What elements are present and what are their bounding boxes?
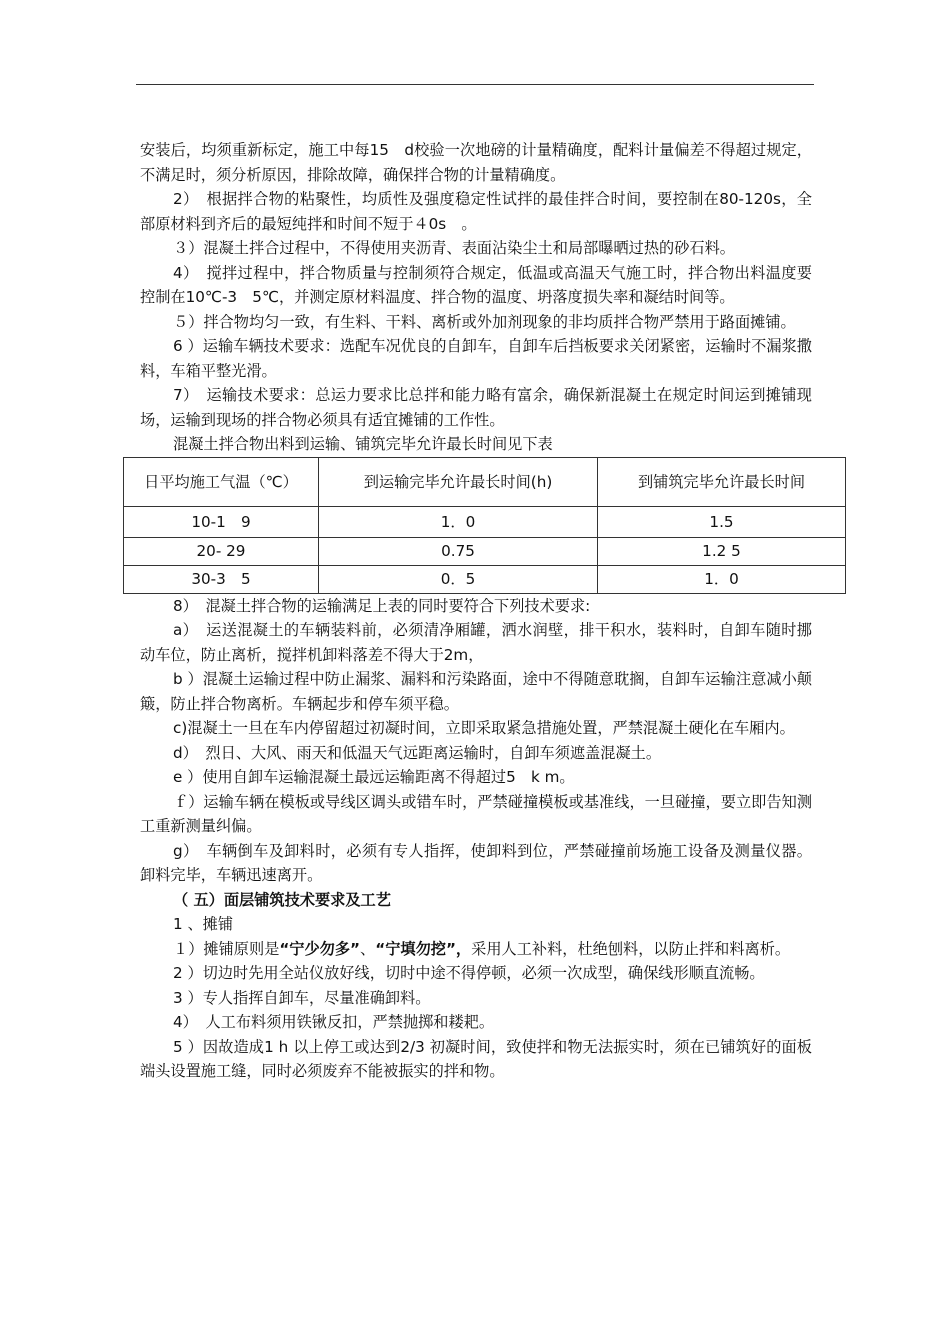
- section-heading: （ 五）面层铺筑技术要求及工艺: [173, 890, 391, 909]
- table-cell: 1．0: [319, 506, 598, 537]
- table-cell: 30-3 5: [124, 565, 319, 593]
- paving-1-prefix: １）摊铺原则是: [173, 939, 280, 958]
- table-row: [124, 537, 846, 565]
- table-caption: 混凝土拌合物出料到运输、铺筑完毕允许最长时间见下表: [173, 435, 553, 453]
- paragraph-continuation: 安装后，均须重新标定，施工中每15 d校验一次地磅的计量精确度，配料计量偏差不得超过规定，不满足时，须分析原因，排除故障，确保拌合物的计量精确度。: [140, 141, 812, 184]
- paragraph-paving-1: [140, 937, 812, 962]
- paragraph-item-g: g） 车辆倒车及卸料时，必须有专人指挥，使卸料到位，严禁碰撞前场施工设备及测量仪器。卸料完毕，车辆迅速离开。: [140, 841, 812, 884]
- sub-heading: 1 、摊铺: [173, 915, 234, 933]
- table-row: [124, 506, 846, 537]
- table-header-cell: 到铺筑完毕允许最长时间: [598, 457, 846, 506]
- paragraph-item-8: 8） 混凝土拌合物的运输满足上表的同时要符合下列技术要求:: [173, 596, 591, 615]
- paragraph-item-4: 4） 搅拌过程中，拌合物质量与控制须符合规定，低温或高温天气施工时，拌合物出料温度要控制在10℃-3 5℃，并测定原材料温度、拌合物的温度、坍落度损失率和凝结时间等。: [140, 263, 812, 306]
- paragraph-item-5: ５）拌合物均匀一致，有生料、干料、离析或外加剂现象的非均质拌合物严禁用于路面摊铺。: [173, 312, 796, 331]
- paragraph-paving-3: 3 ）专人指挥自卸车，尽量准确卸料。: [173, 988, 431, 1007]
- paving-principle-quote-2: “宁填勿挖”，: [375, 939, 472, 958]
- table-cell: 1.5: [598, 506, 846, 537]
- table-header-cell: 到运输完毕允许最长时间(h): [319, 457, 598, 506]
- table-cell: 1.2 5: [598, 537, 846, 565]
- paving-principle-quote-1: “宁少勿多”: [279, 939, 361, 958]
- header-rule: [136, 84, 814, 85]
- paving-1-separator: 、: [360, 939, 376, 958]
- time-limit-table: [123, 457, 846, 594]
- paragraph-item-d: d） 烈日、大风、雨天和低温天气远距离运输时，自卸车须遮盖混凝土。: [173, 743, 662, 762]
- paragraph-paving-4: 4） 人工布料须用铁锹反扣，严禁抛掷和耧耙。: [173, 1013, 495, 1031]
- table-cell: 1．0: [598, 565, 846, 593]
- paragraph-item-a: a） 运送混凝土的车辆装料前，必须清净厢罐，洒水润壁，排干积水，装料时，自卸车随时挪动车位，防止离析，搅拌机卸料落差不得大于2m，: [140, 621, 812, 664]
- table-header-cell: 日平均施工气温（℃）: [124, 457, 319, 506]
- table-header-row: [124, 457, 846, 506]
- table-cell: 10-1 9: [124, 506, 319, 537]
- paragraph-item-3: ３）混凝土拌合过程中，不得使用夹沥青、表面沾染尘土和局部曝晒过热的砂石料。: [173, 239, 735, 257]
- paving-1-suffix: 采用人工补料，杜绝刨料，以防止拌和料离析。: [471, 939, 791, 958]
- paragraph-item-e: e ）使用自卸车运输混凝土最远运输距离不得超过5 k m。: [173, 768, 575, 786]
- paragraph-item-f: ｆ）运输车辆在模板或导线区调头或错车时，严禁碰撞模板或基准线，一旦碰撞，要立即告知测工重新测量纠偏。: [140, 792, 812, 835]
- paragraph-item-6: 6 ）运输车辆技术要求：选配车况优良的自卸车，自卸车后挡板要求关闭紧密，运输时不漏浆撒料，车箱平整光滑。: [140, 337, 812, 380]
- document-body: [140, 138, 812, 1084]
- paragraph-item-c: c)混凝土一旦在车内停留超过初凝时间，立即采取紧急措施处置，严禁混凝土硬化在车厢内。: [173, 719, 795, 737]
- table-cell: 0．5: [319, 565, 598, 593]
- paragraph-paving-2: 2 ）切边时先用全站仪放好线，切时中途不得停顿，必须一次成型，确保线形顺直流畅。: [173, 964, 765, 982]
- paragraph-paving-5: 5 ）因故造成1 h 以上停工或达到2/3 初凝时间，致使拌和物无法振实时，须在已铺筑好的面板端头设置施工缝，同时必须废弃不能被振实的拌和物。: [140, 1037, 812, 1080]
- table-cell: 0.75: [319, 537, 598, 565]
- paragraph-item-2: 2） 根据拌合物的粘聚性，均质性及强度稳定性试拌的最佳拌合时间，要控制在80-120s，全部原材料到齐后的最短纯拌和时间不短于４0s 。: [140, 190, 812, 233]
- paragraph-item-b: b ）混凝土运输过程中防止漏浆、漏料和污染路面，途中不得随意耽搁，自卸车运输注意减小颠簸，防止拌合物离析。车辆起步和停车须平稳。: [140, 670, 812, 713]
- paragraph-item-7: 7） 运输技术要求：总运力要求比总拌和能力略有富余，确保新混凝土在规定时间运到摊铺现场，运输到现场的拌合物必须具有适宜摊铺的工作性。: [140, 386, 812, 429]
- table-cell: 20- 29: [124, 537, 319, 565]
- table-row: [124, 565, 846, 593]
